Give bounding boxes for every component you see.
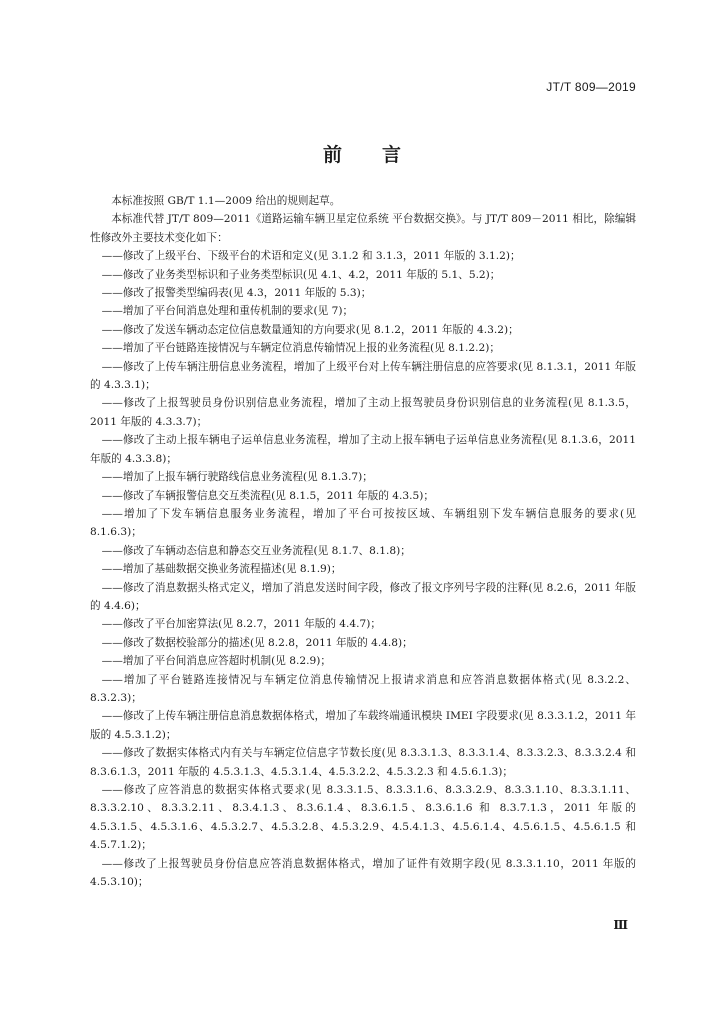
page-number: Ⅲ	[613, 918, 628, 932]
change-item: ——修改了消息数据头格式定义，增加了消息发送时间字段，修改了报文序列号字段的注释(见 8.2.6，2011 年版的 4.4.6)；	[90, 581, 636, 612]
change-item: ——修改了上传车辆注册信息消息数据体格式，增加了车载终端通讯模块 IMEI 字段要求(见 8.3.3.1.2，2011 年版的 4.5.3.1.2)；	[90, 710, 636, 741]
change-item: ——修改了上级平台、下级平台的术语和定义(见 3.1.2 和 3.1.3，2011 年版的 3.1.2)；	[101, 250, 521, 263]
change-item: ——增加了上报车辆行驶路线信息业务流程(见 8.1.3.7)；	[101, 471, 373, 484]
change-item: ——增加了平台链路连接情况与车辆定位消息传输情况上报的业务流程(见 8.1.2.2)；	[101, 342, 500, 355]
foreword-body	[90, 192, 636, 891]
change-item: ——修改了主动上报车辆电子运单信息业务流程，增加了主动上报车辆电子运单信息业务流程(见 8.1.3.6，2011 年版的 4.3.3.8)；	[90, 434, 636, 465]
paragraph-replacement-note: 本标准代替 JT/T 809—2011《道路运输车辆卫星定位系统 平台数据交换》。与 JT/T 809－2011 相比，除编辑性修改外主要技术变化如下：	[90, 213, 636, 244]
change-item: ——修改了平台加密算法(见 8.2.7，2011 年版的 4.4.7)；	[101, 618, 381, 631]
change-item: ——增加了平台间消息处理和重传机制的要求(见 7)；	[101, 305, 354, 318]
standard-code-header: JT/T 809—2019	[546, 80, 636, 94]
change-item: ——修改了上报驾驶员身份识别信息业务流程，增加了主动上报驾驶员身份识别信息的业务流程(见 8.1.3.5，2011 年版的 4.3.3.7)；	[90, 397, 636, 428]
change-item: ——修改了报警类型编码表(见 4.3，2011 年版的 5.3)；	[101, 287, 372, 300]
change-item: ——修改了发送车辆动态定位信息数量通知的方向要求(见 8.1.2，2011 年版的 4.3.2)；	[101, 323, 519, 336]
change-item: ——修改了应答消息的数据实体格式要求(见 8.3.3.1.5、8.3.3.1.6、8.3.3.2.9、8.3.3.1.10、8.3.3.1.11、8.3.3.2.10、8.3.3.2.11、8.3.4.1.3、8.3.6.1.4、8.3.6.1.5、8.3.6.1.6 和 8.3.7.1.3，2011 年版的 4.5.3.1.5、4.5.3.1.6、4.5.3.2.7、4.5.3.2.8、4.5.3.2.9、4.5.4.1.3、4.5.6.1.4、4.5.6.1.5、4.5.6.1.5 和 4.5.7.1.2)；	[90, 784, 636, 852]
change-item: ——修改了上传车辆注册信息业务流程，增加了上级平台对上传车辆注册信息的应答要求(见 8.1.3.1，2011 年版的 4.3.3.1)；	[90, 360, 636, 392]
change-item: ——修改了业务类型标识和子业务类型标识(见 4.1、4.2，2011 年版的 5.1、5.2)；	[101, 268, 501, 281]
change-item: ——增加了平台链路连接情况与车辆定位消息传输情况上报请求消息和应答消息数据体格式(见 8.3.2.2、8.3.2.3)；	[90, 673, 636, 704]
change-item: ——修改了车辆动态信息和静态交互业务流程(见 8.1.7、8.1.8)；	[101, 544, 411, 557]
page-title: 前言	[322, 144, 441, 166]
change-item: ——修改了数据实体格式内有关与车辆定位信息字节数长度(见 8.3.3.1.3、8.3.3.1.4、8.3.3.2.3、8.3.3.2.4 和 8.3.6.1.3，2011 年版的 4.5.3.1.3、4.5.3.1.4、4.5.3.2.2、4.5.3.2.3 和 4.5.6.1.3)；	[90, 747, 636, 778]
change-item: ——增加了基础数据交换业务流程描述(见 8.1.9)；	[101, 563, 342, 576]
change-item: ——修改了上报驾驶员身份信息应答消息数据体格式，增加了证件有效期字段(见 8.3.3.1.10，2011 年版的 4.5.3.10)；	[90, 857, 636, 889]
change-item: ——修改了数据校验部分的描述(见 8.2.8，2011 年版的 4.4.8)；	[101, 636, 413, 649]
change-item: ——增加了平台间消息应答超时机制(见 8.2.9)；	[101, 655, 331, 668]
change-item: ——修改了车辆报警信息交互类流程(见 8.1.5，2011 年版的 4.3.5)；	[101, 489, 434, 502]
paragraph-drafting-rule: 本标准按照 GB/T 1.1—2009 给出的规则起草。	[111, 195, 341, 207]
change-item: ——增加了下发车辆信息服务业务流程，增加了平台可按按区域、车辆组别下发车辆信息服务的要求(见 8.1.6.3)；	[90, 507, 636, 539]
